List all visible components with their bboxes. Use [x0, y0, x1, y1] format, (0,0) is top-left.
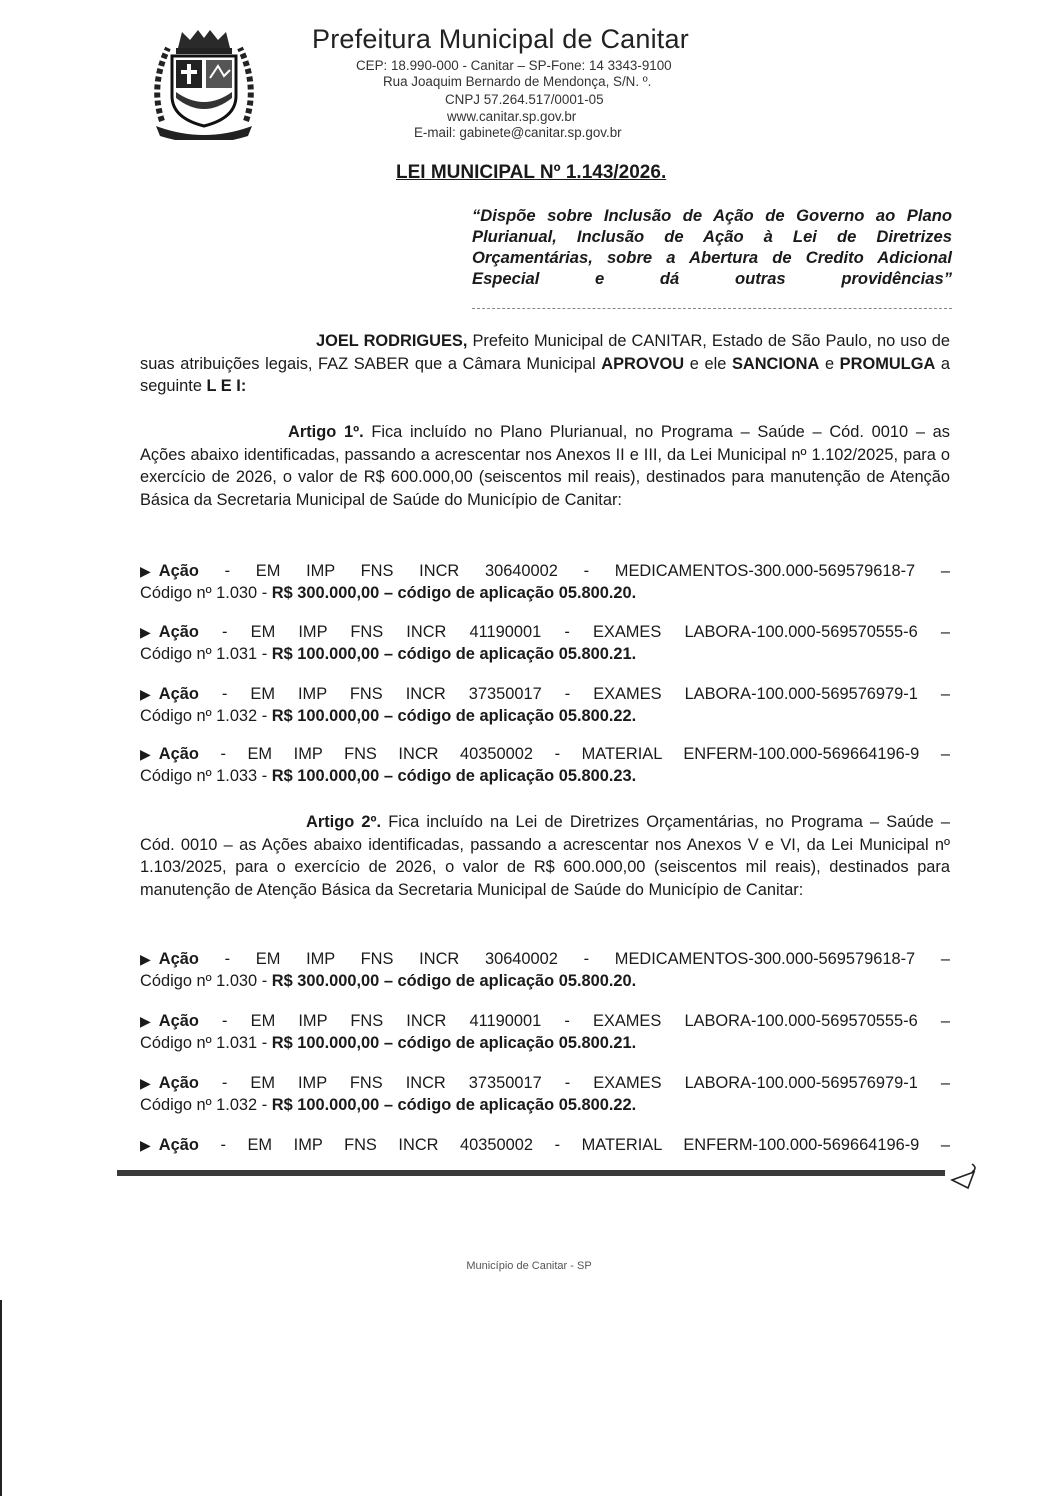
website-line: www.canitar.sp.gov.br — [447, 109, 577, 124]
arrow-bullet-icon: ▶ — [140, 1137, 151, 1153]
arrow-bullet-icon: ▶ — [140, 951, 151, 967]
article-1-label: Artigo 1º. — [288, 423, 364, 441]
article-1: Artigo 1º. Fica incluído no Plano Plurianual, no Programa – Saúde – Cód. 0010 – as Ações abaixo identificadas, passando a acrescentar nos Anexos II e III, da Lei Municipal nº 1.102/2025, para o exercício de 2026, o valor de R$ 600.000,00 (seiscentos mil reais), destinados para manutenção de Atenção Básica da Secretaria Municipal de Saúde do Município de Canitar: — [140, 423, 950, 509]
municipal-coat-of-arms — [148, 26, 260, 140]
list-item: ▶ Ação - EM IMP FNS INCR 37350017 - EXAMES LABORA-100.000-569576979-1 – Código nº 1.032 - R$ 100.000,00 – código de aplicação 05.800.22. — [140, 1074, 950, 1114]
article-2-label: Artigo 2º. — [306, 813, 382, 831]
arrow-bullet-icon: ▶ — [140, 1075, 151, 1091]
list-item: ▶ Ação - EM IMP FNS INCR 40350002 - MATERIAL ENFERM-100.000-569664196-9 – — [140, 1136, 950, 1154]
cnpj-line: CNPJ 57.264.517/0001-05 — [445, 92, 604, 107]
list-item: ▶ Ação - EM IMP FNS INCR 41190001 - EXAMES LABORA-100.000-569570555-6 – Código nº 1.031 - R$ 100.000,00 – código de aplicação 05.800.21. — [140, 623, 950, 663]
summary-divider — [472, 308, 952, 309]
arrow-bullet-icon: ▶ — [140, 624, 151, 640]
prefeitura-title: Prefeitura Municipal de Canitar — [312, 24, 689, 54]
preamble: JOEL RODRIGUES, Prefeito Municipal de CANITAR, Estado de São Paulo, no uso de suas atribuições legais, FAZ SABER que a Câmara Municipal APROVOU e ele SANCIONA e PROMULGA a seguinte L E I: — [140, 332, 950, 395]
arrow-bullet-icon: ▶ — [140, 1013, 151, 1029]
cep-phone-line: CEP: 18.990-000 - Canitar – SP-Fone: 14 3343-9100 — [356, 58, 672, 73]
arrow-bullet-icon: ▶ — [140, 686, 151, 702]
scan-edge-line — [0, 1300, 2, 1496]
list-item: ▶ Ação - EM IMP FNS INCR 30640002 - MEDICAMENTOS-300.000-569579618-7 – Código nº 1.030 - R$ 300.000,00 – código de aplicação 05.800.20. — [140, 950, 950, 990]
law-summary: “Dispõe sobre Inclusão de Ação de Governo ao Plano Plurianual, Inclusão de Ação à Lei de Diretrizes Orçamentárias, sobre a Abertura de Credito Adicional Especial e dá outras providências” — [472, 206, 952, 288]
email-line: E-mail: gabinete@canitar.sp.gov.br — [414, 125, 622, 140]
page-footer: Município de Canitar - SP — [466, 1260, 592, 1272]
list-item: ▶ Ação - EM IMP FNS INCR 40350002 - MATERIAL ENFERM-100.000-569664196-9 – Código nº 1.033 - R$ 100.000,00 – código de aplicação 05.800.23. — [140, 745, 950, 785]
article-2: Artigo 2º. Fica incluído na Lei de Diretrizes Orçamentárias, no Programa – Saúde – Cód. 0010 – as Ações abaixo identificadas, passando a acrescentar nos Anexos V e VI, da Lei Municipal nº 1.103/2025, para o exercício de 2026, o valor de R$ 600.000,00 (seiscentos mil reais), destinados para manutenção de Atenção Básica da Secretaria Municipal de Saúde do Município de Canitar: — [140, 813, 950, 899]
rubric-mark-icon — [948, 1160, 980, 1192]
list-item: ▶ Ação - EM IMP FNS INCR 30640002 - MEDICAMENTOS-300.000-569579618-7 – Código nº 1.030 - R$ 300.000,00 – código de aplicação 05.800.20. — [140, 562, 950, 602]
list-item: ▶ Ação - EM IMP FNS INCR 41190001 - EXAMES LABORA-100.000-569570555-6 – Código nº 1.031 - R$ 100.000,00 – código de aplicação 05.800.21. — [140, 1012, 950, 1052]
list-item: ▶ Ação - EM IMP FNS INCR 37350017 - EXAMES LABORA-100.000-569576979-1 – Código nº 1.032 - R$ 100.000,00 – código de aplicação 05.800.22. — [140, 685, 950, 725]
mayor-name: JOEL RODRIGUES, — [316, 332, 468, 350]
arrow-bullet-icon: ▶ — [140, 563, 151, 579]
law-title: LEI MUNICIPAL Nº 1.143/2026. — [396, 162, 667, 183]
address-line: Rua Joaquim Bernardo de Mendonça, S/N. º. — [383, 74, 652, 89]
arrow-bullet-icon: ▶ — [140, 746, 151, 762]
page-divider-bar — [117, 1170, 945, 1176]
